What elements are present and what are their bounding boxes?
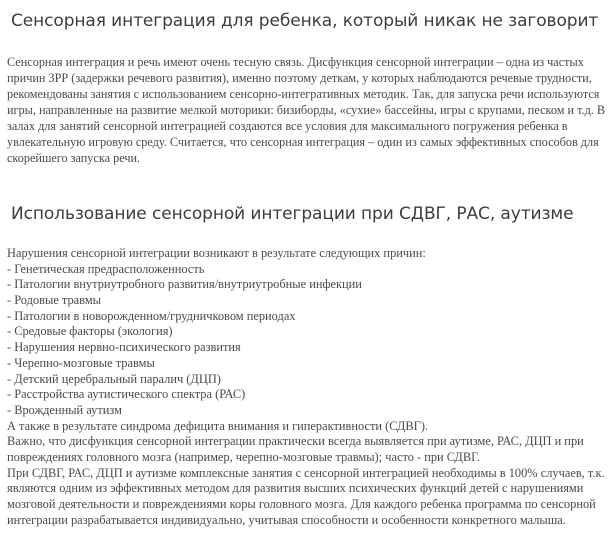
closing-line: интеграции разрабатывается индивидуально, учитывая способности и особенности конкретного малыша. xyxy=(7,512,566,527)
paragraph-line: причин ЗРР (задержки речевого развития), именно поэтому деткам, у которых наблюдаются речевые трудности, xyxy=(7,71,592,85)
cause-list-item: - Патологии внутриутробного развития/внутриутробные инфекции xyxy=(7,277,362,292)
closing-line: Важно, что дисфункция сенсорной интеграции практически всегда выявляется при аутизме, РАС, ДЦП и при xyxy=(7,434,584,449)
cause-list-item: - Родовые травмы xyxy=(7,293,101,308)
cause-list-item: - Генетическая предрасположенность xyxy=(7,261,205,276)
closing-line: мозговой деятельности и повреждениями коры головного мозга. Для каждого ребенка программа по сенсорной xyxy=(7,497,596,511)
paragraph-line: залах для занятий сенсорной интеграцией создаются все условия для максимального погружения ребенка в xyxy=(7,119,568,133)
paragraph-line: Сенсорная интеграция и речь имеют очень тесную связь. Дисфункция сенсорной интеграции – одна из частых xyxy=(7,55,584,69)
closing-line: А также в результате синдрома дефицита внимания и гиперактивности (СДВГ). xyxy=(7,418,429,433)
section-heading-speech: Сенсорная интеграция для ребенка, который никак не заговорит xyxy=(11,11,599,31)
paragraph-speech xyxy=(7,54,609,166)
cause-list-item: - Нарушения нервно-психического развития xyxy=(7,340,241,355)
closing-line: повреждениях головного мозга (например, черепно-мозговые травмы); часто - при СДВГ. xyxy=(7,449,481,464)
closing-line: являются одним из эффективных методом для развития высших психических функций детей с нарушениями xyxy=(7,481,584,496)
section-heading-adhd-asd: Использование сенсорной интеграции при СДВГ, РАС, аутизме xyxy=(11,204,574,224)
paragraph-causes xyxy=(7,246,605,528)
causes-intro: Нарушения сенсорной интеграции возникают в результате следующих причин: xyxy=(7,246,426,260)
paragraph-line: игры, направленные на развитие мелкой моторики: бизиборды, «сухие» бассейны, игры с крупами, песком и т.д. В xyxy=(7,103,606,117)
paragraph-line: увлекательную игровую среду. Считается, что сенсорная интеграция – один из самых эффективных способов для xyxy=(7,135,599,149)
cause-list-item: - Расстройства аутистического спектра (РАС) xyxy=(7,387,246,402)
paragraph-line: скорейшего запуска речи. xyxy=(7,151,141,165)
cause-list-item: - Средовые факторы (экология) xyxy=(7,324,173,339)
cause-list-item: - Черепно-мозговые травмы xyxy=(7,355,155,370)
paragraph-line: рекомендованы занятия с использованием сенсорно-интегративных методик. Так, для запуска речи используются xyxy=(7,87,600,101)
cause-list-item: - Врожденный аутизм xyxy=(7,402,122,417)
cause-list-item: - Детский церебральный паралич (ДЦП) xyxy=(7,371,221,386)
closing-line: При СДВГ, РАС, ДЦП и аутизме комплексные занятия с сенсорной интеграцией необходимы в 100% случаев, т.к. xyxy=(7,465,605,480)
cause-list-item: - Патологии в новорожденном/грудничковом периодах xyxy=(7,308,296,323)
